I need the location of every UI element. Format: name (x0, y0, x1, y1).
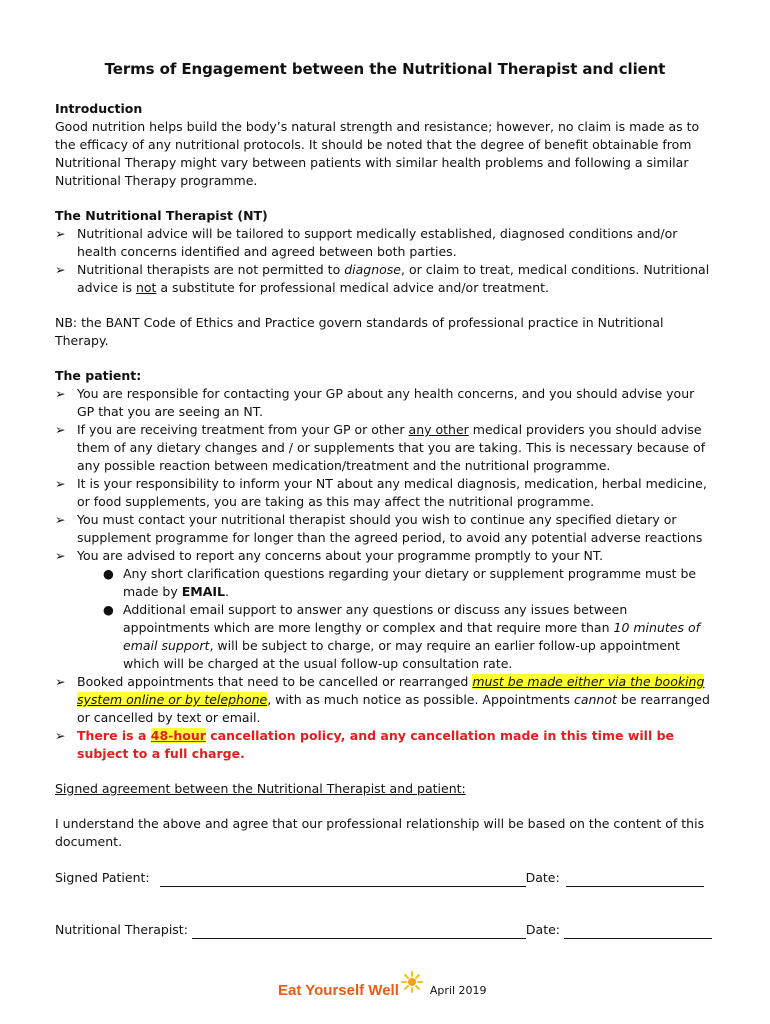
bant-note: NB: the BANT Code of Ethics and Practice govern standards of professional practice in Nutritional Therapy. (55, 315, 664, 348)
date-label: Date: (525, 922, 561, 937)
patient-heading: The patient: (55, 368, 142, 383)
footer (278, 976, 487, 1000)
nt-list (55, 225, 715, 297)
cancellation-policy: There is a 48-hour cancellation policy, and any cancellation made in this time will be subject to a full charge. (77, 728, 675, 761)
therapist-signature-field[interactable] (192, 924, 526, 939)
agreement-heading: Signed agreement between the Nutritional Therapist and patient: (55, 781, 466, 796)
list-item: ➢ You are responsible for contacting your GP about any health concerns, and you should advise your GP that you are seeing an NT. (55, 386, 695, 419)
agreement-text: I understand the above and agree that our professional relationship will be based on the content of this document. (55, 816, 705, 849)
patient-signature-field[interactable] (160, 872, 526, 887)
patient-signature-row (55, 869, 715, 887)
list-item: ➢ Nutritional therapists are not permitted to diagnose, or claim to treat, medical conditions. Nutritional advice is not a substitute for professional medical advice and/or treatment. (55, 262, 710, 295)
list-item: ➢ You must contact your nutritional therapist should you wish to continue any specified dietary or supplement programme for longer than the agreed period, to avoid any potential adverse reactions (55, 512, 703, 545)
signed-patient-label: Signed Patient: (55, 870, 150, 885)
list-item: ➢ You are advised to report any concerns about your programme promptly to your NT. ● Any short clarification questions regarding your dietary or supplement programme must be made by EMAIL. ● Additional email support to answer any questions or discuss any issues between appointments which are more lengthy or complex and that require more than 10 minutes of email support, will be subject to charge, or may require an earlier follow-up appointment which will be charged at the usual follow-up consultation rate. (55, 547, 715, 673)
introduction-text: Good nutrition helps build the body’s natural strength and resistance; however, no claim is made as to the efficacy of any nutritional protocols. It should be noted that the degree of benefit obtainable from Nutritional Therapy might vary between patients with similar health problems and following a similar Nutritional Therapy programme. (55, 119, 700, 188)
list-item (55, 727, 715, 763)
footer-date: April 2019 (429, 984, 487, 997)
email-sublist (77, 565, 715, 673)
document-page (55, 60, 715, 939)
booking-highlight: must be made either via the booking system online or by telephone (77, 674, 705, 707)
arrow-bullet-icon: ➢ (55, 476, 66, 491)
list-item: ● Any short clarification questions regarding your dietary or supplement programme must be made by EMAIL. (103, 566, 697, 599)
therapist-label: Nutritional Therapist: (55, 922, 188, 937)
sun-logo-icon (400, 970, 424, 994)
list-item: ➢ If you are receiving treatment from your GP or other any other medical providers you should advise them of any dietary changes and / or supplements that you are taking. This is necessary because of any possible reaction between medication/treatment and the nutritional programme. (55, 422, 706, 473)
arrow-bullet-icon: ➢ (55, 262, 66, 277)
list-item: ➢ Nutritional advice will be tailored to support medically established, diagnosed conditions and/or health concerns identified and agreed between both parties. (55, 226, 678, 259)
arrow-bullet-icon: ➢ (55, 512, 66, 527)
therapist-signature-row (55, 921, 715, 939)
introduction-section (55, 100, 715, 190)
list-item: ➢ Booked appointments that need to be cancelled or rearranged must be made either via the booking system online or by telephone, with as much notice as possible. Appointments cannot be rearranged or cancelled by text or email. (55, 674, 710, 725)
arrow-bullet-icon: ➢ (55, 386, 66, 401)
document-title: Terms of Engagement between the Nutritional Therapist and client (104, 60, 666, 78)
introduction-heading: Introduction (55, 101, 143, 116)
patient-date-field[interactable] (566, 872, 704, 887)
nt-heading: The Nutritional Therapist (NT) (55, 208, 268, 223)
list-item: ● Additional email support to answer any questions or discuss any issues between appointments which are more lengthy or complex and that require more than 10 minutes of email support, will be subject to charge, or may require an earlier follow-up appointment which will be charged at the usual follow-up consultation rate. (103, 602, 700, 671)
patient-section (55, 367, 715, 763)
arrow-bullet-icon: ➢ (55, 548, 66, 563)
arrow-bullet-icon: ➢ (55, 422, 66, 437)
nt-section (55, 207, 715, 297)
dot-bullet-icon: ● (103, 602, 114, 617)
dot-bullet-icon: ● (103, 566, 114, 581)
arrow-bullet-icon: ➢ (55, 728, 66, 743)
therapist-date-field[interactable] (564, 924, 712, 939)
arrow-bullet-icon: ➢ (55, 226, 66, 241)
brand-name: Eat Yourself Well (278, 982, 399, 999)
patient-list (55, 385, 715, 763)
date-label: Date: (525, 870, 560, 885)
arrow-bullet-icon: ➢ (55, 674, 66, 689)
list-item: ➢ It is your responsibility to inform your NT about any medical diagnosis, medication, herbal medicine, or food supplements, you are taking as this may affect the nutritional programme. (55, 476, 707, 509)
